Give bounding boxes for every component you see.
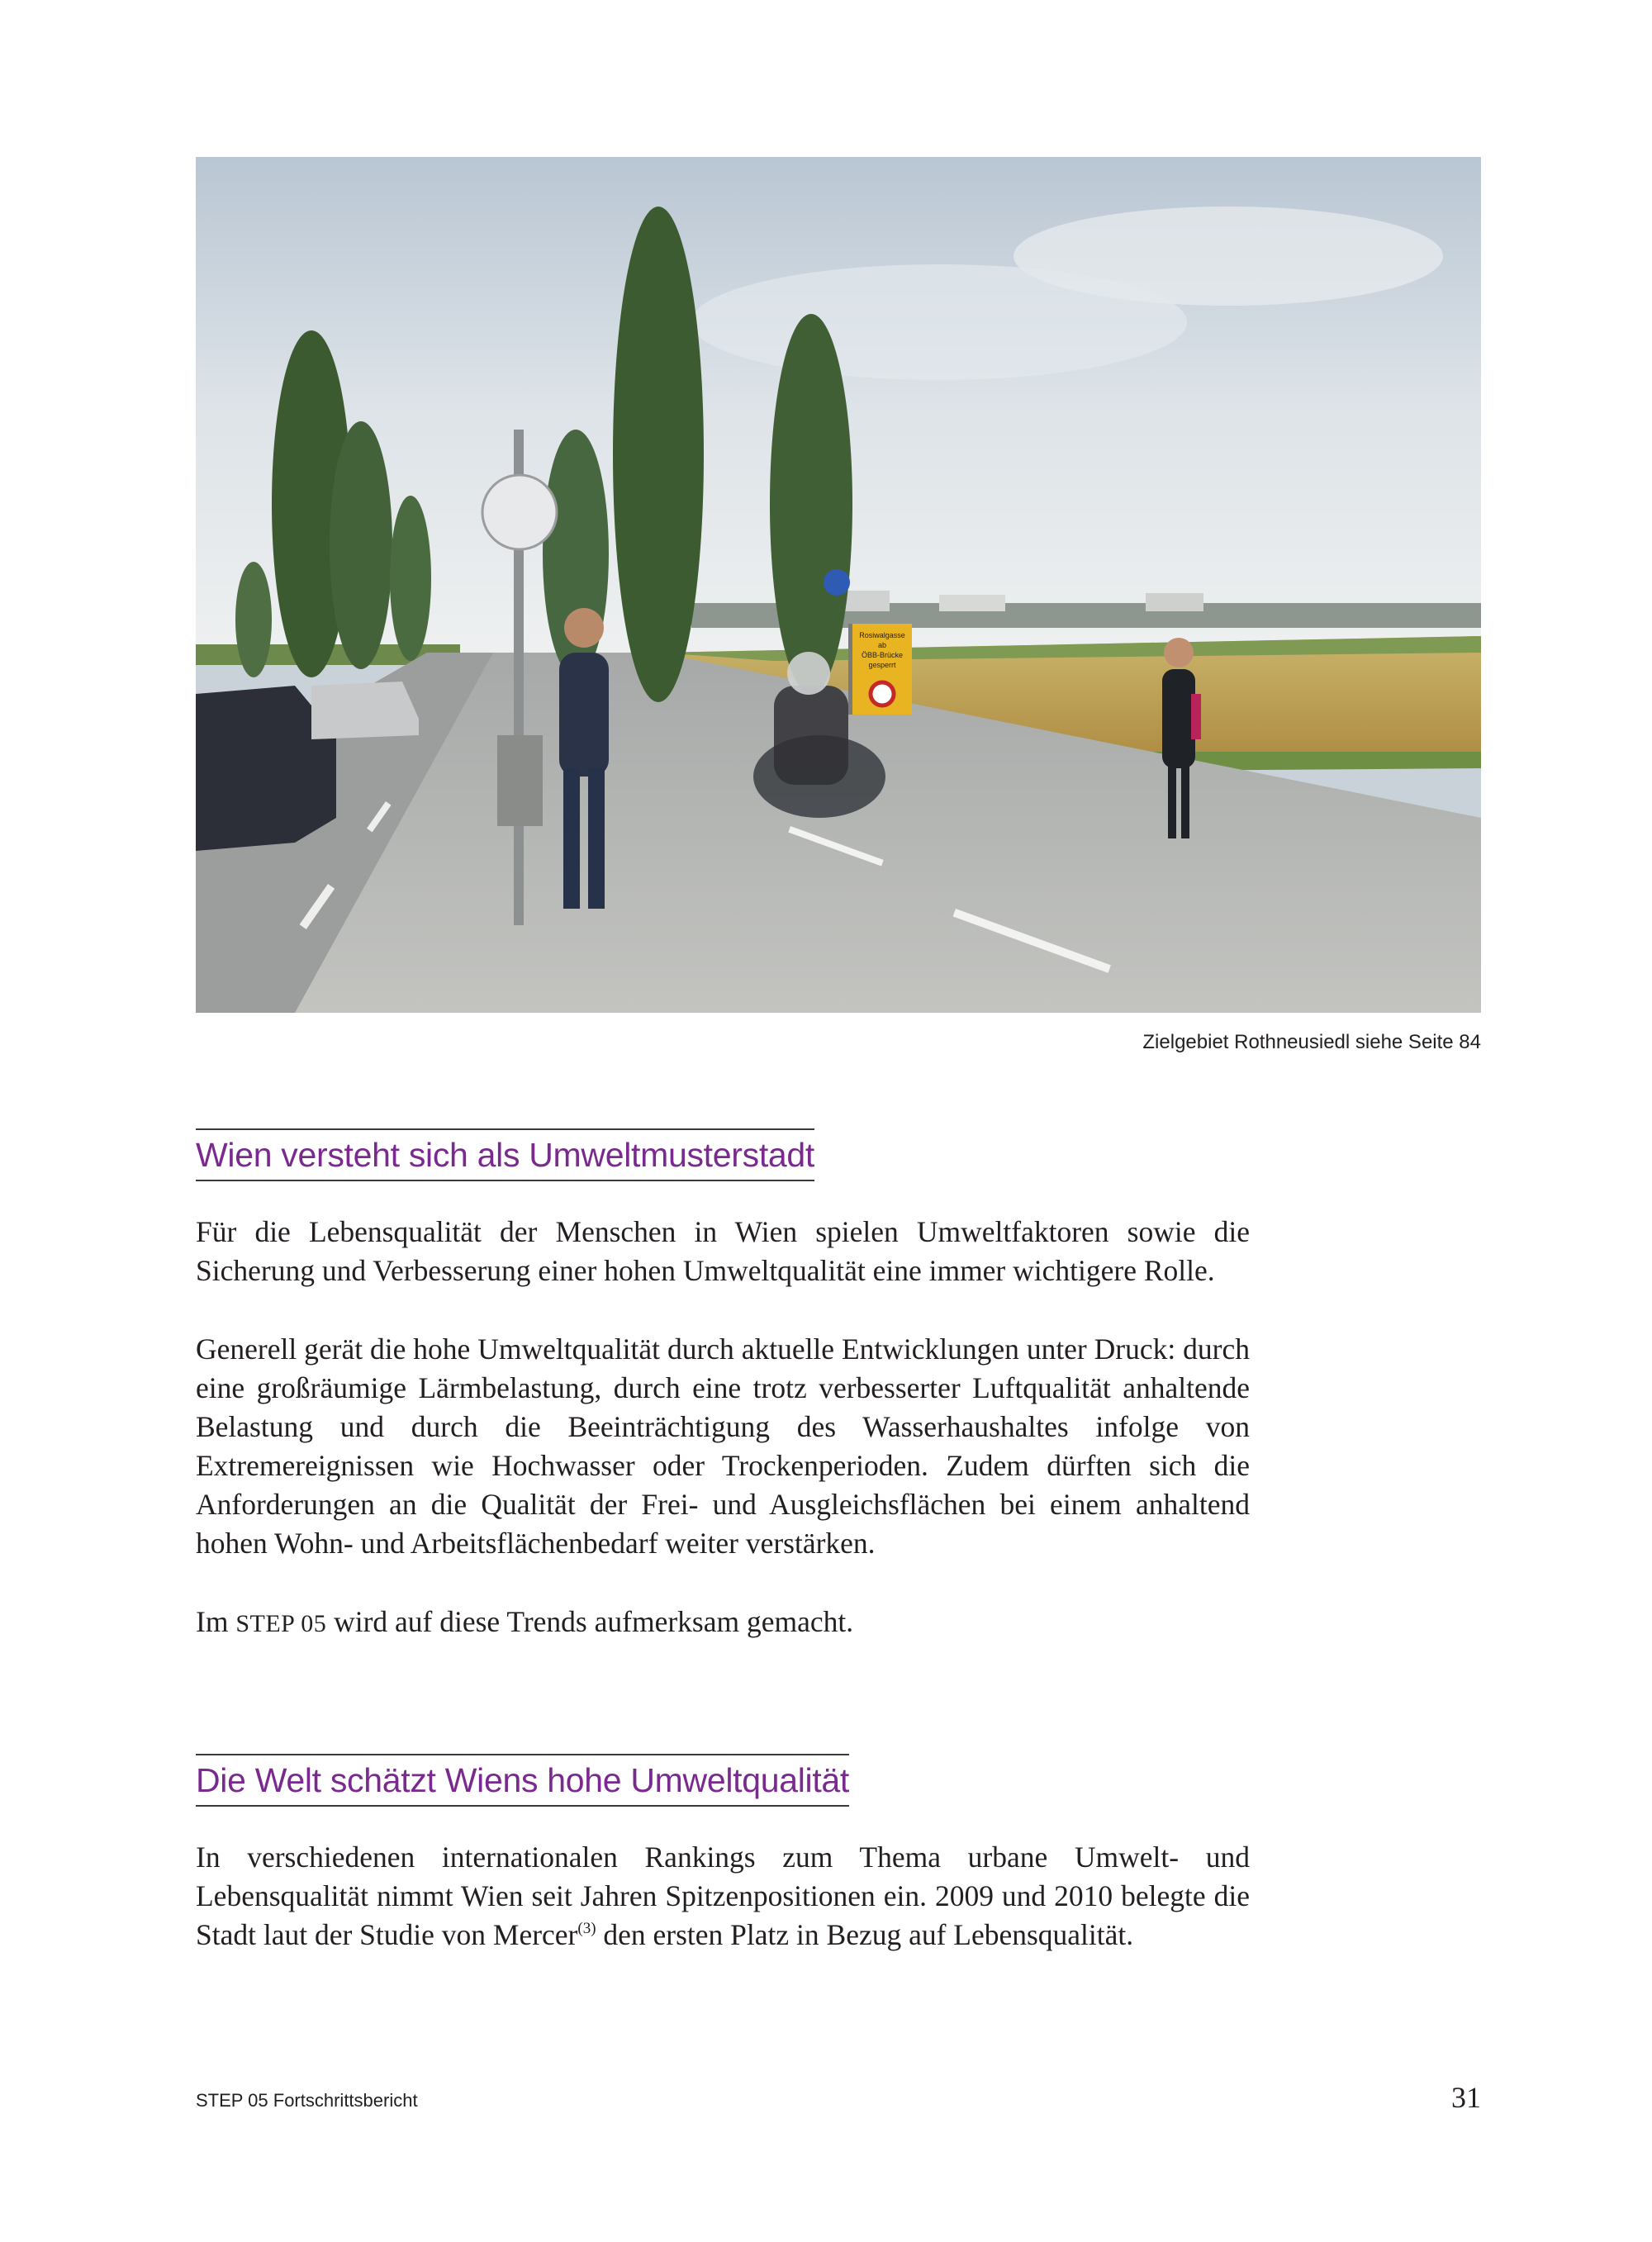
section-heading: Wien versteht sich als Umweltmusterstadt	[196, 1128, 814, 1181]
paragraph: Generell gerät die hohe Umweltqualität durch aktuelle Entwicklungen unter Druck: durch eine großräumige Lärmbelastung, durch eine trotz verbesserter Luftqualität anhaltende Belastung und durch die Beeinträchtigung des Wasserhaushaltes infolge von Extremereignissen wie Hochwasser oder Trockenperioden. Zudem dürften sich die Anforderungen an die Qualität der Frei- und Ausgleichsflächen bei einem anhaltend hohen Wohn- und Arbeitsflächenbedarf weiter verstärken.	[196, 1332, 1250, 1560]
section-umweltqualitaet	[196, 1754, 1250, 1955]
section-umweltmusterstadt	[196, 1128, 1250, 1643]
photo-caption: Zielgebiet Rothneusiedl siehe Seite 84	[1142, 1031, 1481, 1053]
street-scene-illustration	[196, 157, 1481, 1013]
paragraph-text: In verschiedenen internationalen Rankings zum Thema urbane Umwelt- und Lebensqualität nimmt Wien seit Jahren Spitzenpositionen ein. 2009 und 2010 belegte die Stadt laut der Studie von Mercer	[196, 1841, 1250, 1951]
paragraph: Für die Lebensqualität der Menschen in Wien spielen Umweltfaktoren sowie die Sicherung und Verbesserung einer hohen Umweltqualität eine immer wichtigere Rolle.	[196, 1215, 1250, 1287]
footnote-reference: (3)	[577, 1920, 596, 1937]
page-number: 31	[1451, 2081, 1481, 2114]
svg-text:ÖBB-Brücke: ÖBB-Brücke	[861, 651, 904, 659]
section-heading: Die Welt schätzt Wiens hohe Umweltqualität	[196, 1754, 849, 1807]
paragraph-text: den ersten Platz in Bezug auf Lebensqualität.	[603, 1918, 1134, 1951]
paragraph	[196, 1603, 1250, 1643]
footer-title: STEP 05 Fortschrittsbericht	[196, 2090, 418, 2111]
svg-text:gesperrt: gesperrt	[868, 661, 896, 669]
paragraph-text: wird auf diese Trends aufmerksam gemacht.	[334, 1605, 854, 1638]
paragraph	[196, 1838, 1250, 1955]
street-photo	[196, 157, 1481, 1013]
step-term: STEP 05	[235, 1610, 327, 1637]
svg-text:Rosiwalgasse: Rosiwalgasse	[859, 631, 905, 639]
svg-text:ab: ab	[877, 641, 887, 649]
paragraph-text: Im	[196, 1605, 229, 1638]
